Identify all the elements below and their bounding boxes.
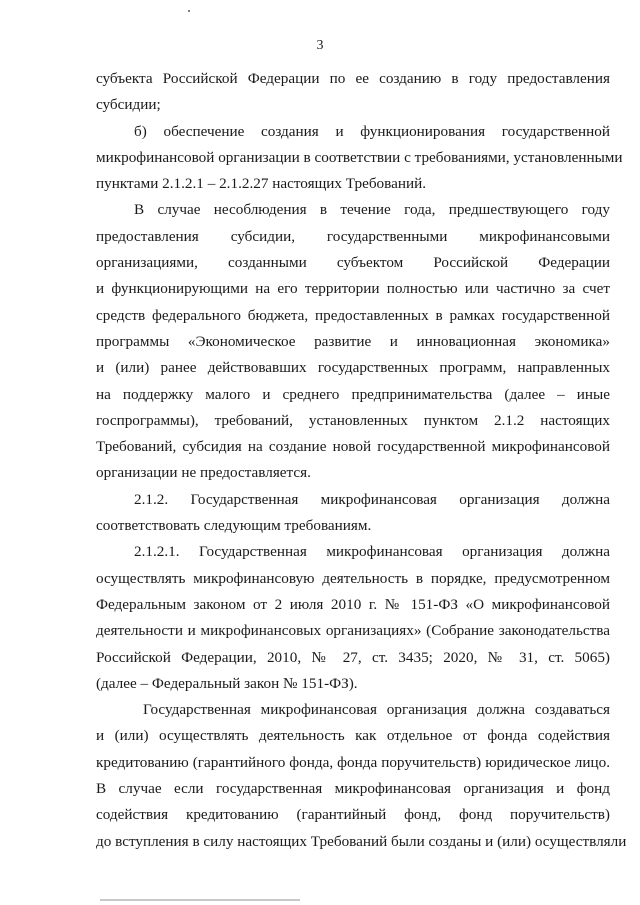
text-line: Российской Федерации, 2010, № 27, ст. 3435; 2020, № 31, ст. 5065) bbox=[96, 648, 610, 666]
text-line: и функционирующими на его территории полностью или частично за счет bbox=[96, 280, 610, 298]
text-line: до вступления в силу настоящих Требований были созданы и (или) осуществляли bbox=[96, 832, 627, 850]
text-line: Федеральным законом от 2 июля 2010 г. № 151-ФЗ «О микрофинансовой bbox=[96, 595, 610, 613]
text-line: госпрограммы), требований, установленных пунктом 2.1.2 настоящих bbox=[96, 411, 610, 429]
text-line: содействия кредитованию (гарантийный фонд, фонд поручительств) bbox=[96, 806, 610, 824]
text-line: В случае если государственная микрофинансовая организация и фонд bbox=[96, 780, 610, 798]
scan-edge-rule bbox=[100, 899, 300, 901]
page-number: 3 bbox=[316, 38, 324, 53]
text-line: 2.1.2. Государственная микрофинансовая организация должна bbox=[134, 490, 610, 508]
text-line: Государственная микрофинансовая организация должна создаваться bbox=[143, 701, 610, 719]
text-line: соответствовать следующим требованиям. bbox=[96, 517, 372, 535]
text-line: пунктами 2.1.2.1 – 2.1.2.27 настоящих Требований. bbox=[96, 175, 427, 193]
text-line: В случае несоблюдения в течение года, предшествующего году bbox=[134, 201, 610, 219]
text-line: организации не предоставляется. bbox=[96, 464, 311, 482]
text-line: (далее – Федеральный закон № 151-ФЗ). bbox=[96, 674, 358, 692]
text-line: Требований, субсидия на создание новой государственной микрофинансовой bbox=[96, 438, 610, 456]
text-line: средств федерального бюджета, предоставленных в рамках государственной bbox=[96, 306, 610, 324]
text-line: программы «Экономическое развитие и инновационная экономика» bbox=[96, 332, 610, 350]
text-line: предоставления субсидии, государственными микрофинансовыми bbox=[96, 227, 610, 245]
text-line: микрофинансовой организации в соответствии с требованиями, установленными bbox=[96, 148, 623, 166]
text-line: на поддержку малого и среднего предпринимательства (далее – иные bbox=[96, 385, 610, 403]
text-line: и (или) ранее действовавших государственных программ, направленных bbox=[96, 359, 610, 377]
text-line: кредитованию (гарантийного фонда, фонда поручительств) юридическое лицо. bbox=[96, 753, 610, 771]
text-line: субъекта Российской Федерации по ее созданию в году предоставления bbox=[96, 70, 610, 87]
document-body bbox=[96, 66, 627, 855]
text-line: и (или) осуществлять деятельность как отдельное от фонда содействия bbox=[96, 727, 610, 745]
text-line: деятельности и микрофинансовых организациях» (Собрание законодательства bbox=[96, 622, 610, 640]
text-line: организациями, созданными субъектом Российской Федерации bbox=[96, 254, 610, 272]
scan-speck bbox=[188, 10, 190, 12]
text-line: б) обеспечение создания и функционирования государственной bbox=[134, 122, 610, 140]
text-line: 2.1.2.1. Государственная микрофинансовая организация должна bbox=[134, 543, 610, 561]
text-line: осуществлять микрофинансовую деятельность в порядке, предусмотренном bbox=[96, 569, 610, 587]
text-line: субсидии; bbox=[96, 96, 161, 114]
